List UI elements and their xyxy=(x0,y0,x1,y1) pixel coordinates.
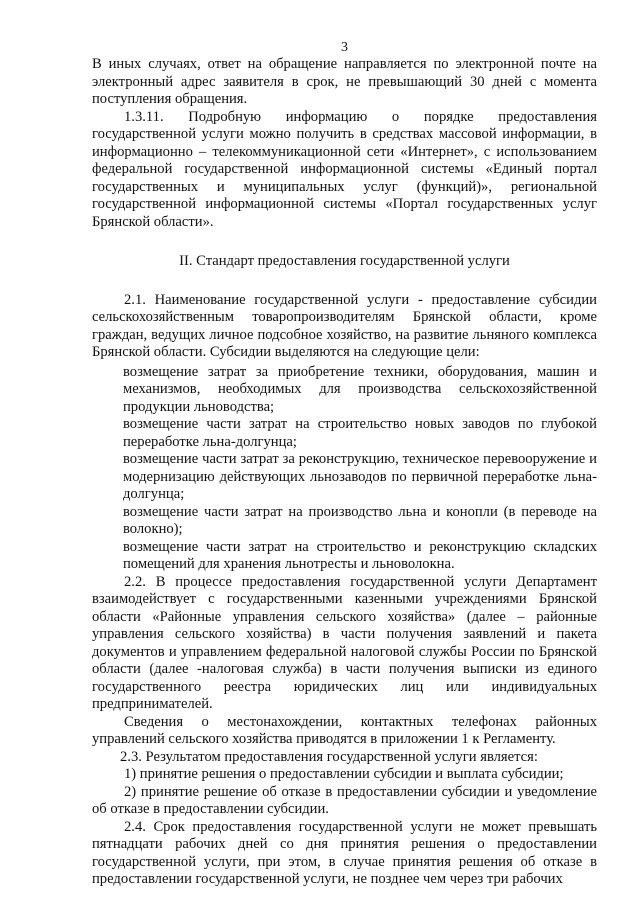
paragraph-2-2-contacts: Сведения о местонахождении, контактных телефонах районных управлений сельского хозяйства приводятся в приложении 1 к Регламенту. xyxy=(92,713,597,747)
goal-item: возмещение части затрат на строительство и реконструкцию складских помещений для хранения льнотресты и льноволокна. xyxy=(123,538,597,572)
page-number: 3 xyxy=(341,40,348,55)
result-item: 2) принятие решение об отказе в предоставлении субсидии и уведомление об отказе в предоставлении субсидии. xyxy=(92,783,597,817)
result-item: 1) принятие решения о предоставлении субсидии и выплата субсидии; xyxy=(124,766,564,782)
paragraph-reply-email: В иных случаях, ответ на обращение направляется по электронной почте на электронный адрес заявителя в срок, не превышающий 30 дней с момента поступления обращения. xyxy=(92,56,597,107)
section-heading: II. Стандарт предоставления государственной услуги xyxy=(179,253,510,269)
paragraph-2-3: 2.3. Результатом предоставления государственной услуги является: xyxy=(120,748,538,765)
paragraph-2-1: 2.1. Наименование государственной услуги - предоставление субсидии сельскохозяйственным товаропроизводителям Брянской области, кроме граждан, ведущих личное подсобное хозяйство, на развитие льняного комплекса Брянской области. Субсидии выделяются на следующие цели: xyxy=(92,291,597,360)
paragraph-2-4: 2.4. Срок предоставления государственной услуги не может превышать пятнадцати рабочих дней со дня принятия решения о предоставлении государственной услуги, при этом, в случае принятия решения об отказе в предоставлении государственной услуги, не позднее чем через три рабочих xyxy=(92,818,597,887)
goals-list xyxy=(92,364,597,574)
goal-item: возмещение части затрат на производство льна и конопли (в переводе на волокно); xyxy=(123,503,597,537)
goal-item: возмещение части затрат на строительство новых заводов по глубокой переработке льна-долгунца; xyxy=(123,416,597,450)
goal-item: возмещение части затрат за реконструкцию, техническое перевооружение и модернизацию действующих льнозаводов по первичной переработке льна- долгунца; xyxy=(123,451,597,502)
goal-item: возмещение затрат за приобретение техники, оборудования, машин и механизмов, необходимых для производства сельскохозяйственной продукции льноводства; xyxy=(123,363,597,415)
paragraph-1-3-11: 1.3.11. Подробную информацию о порядке предоставления государственной услуги можно получить в средствах массовой информации, в информационно – телекоммуникационной сети «Интернет», с использованием федеральной государственной информационной системы «Единый портал государственных и муниципальных услуг (функций)», региональной государственной информационной системы «Портал государственных услуг Брянской области». xyxy=(92,108,597,230)
paragraph-2-2: 2.2. В процессе предоставления государственной услуги Департамент взаимодействует с государственными казенными учреждениями Брянской области «Районные управления сельского хозяйства» (далее – районные управления сельского хозяйства) в части получения заявлений и пакета документов и управлением федеральной налоговой службы России по Брянской области (далее -налоговая служба) в части получения выписки из единого государственного реестра юридических лиц или индивидуальных предпринимателей. xyxy=(92,573,597,712)
